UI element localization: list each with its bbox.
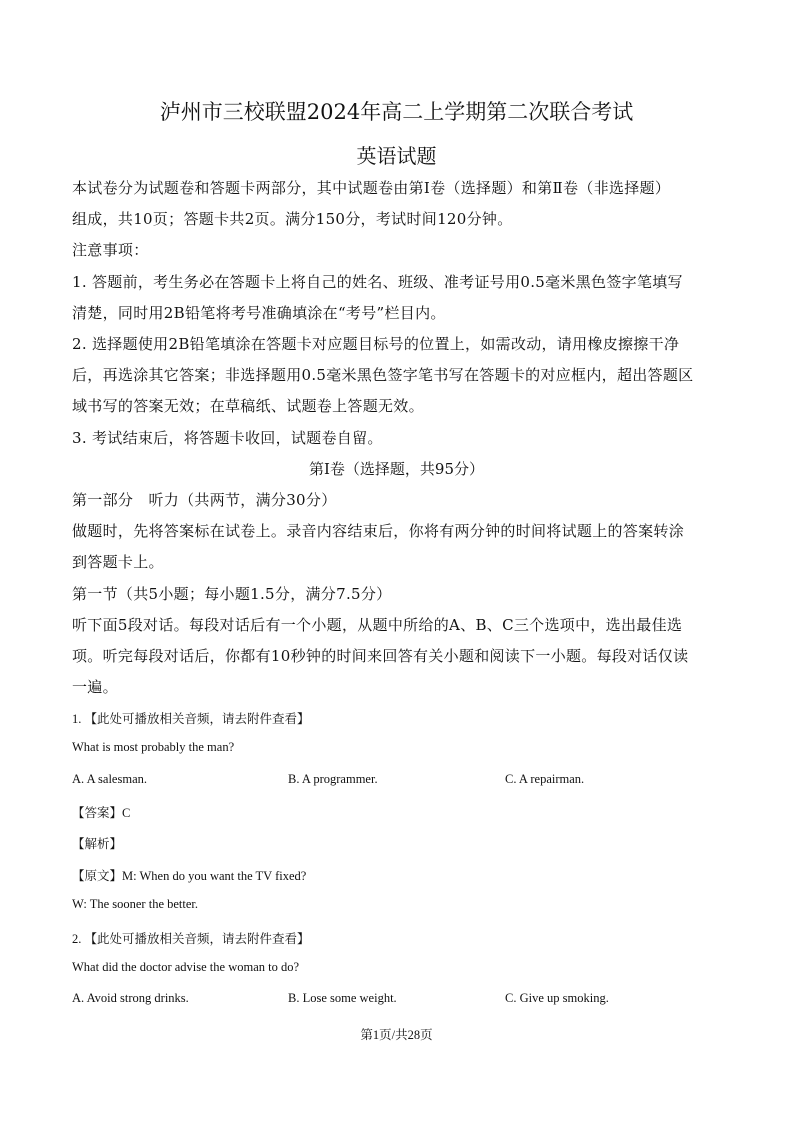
question-1-option-a: A. A salesman. (72, 772, 147, 786)
part-1-instruction-line-2: 到答题卡上。 (72, 553, 164, 571)
note-1-line-2: 清楚，同时用2B铅笔将考号准确填涂在“考号”栏目内。 (72, 304, 446, 322)
intro-line-2: 组成，共10页；答题卡共2页。满分150分，考试时间120分钟。 (72, 210, 513, 228)
question-1-text: What is most probably the man? (72, 740, 235, 754)
section-1-instruction-line-3: 一遍。 (72, 678, 118, 696)
section-1-instruction-line-2: 项。听完每段对话后，你都有10秒钟的时间来回答有关小题和阅读下一小题。每段对话仅读 (72, 647, 689, 665)
question-2-option-a: A. Avoid strong drinks. (72, 991, 189, 1005)
question-2-text: What did the doctor advise the woman to do? (72, 960, 300, 974)
note-2-line-3: 域书写的答案无效；在草稿纸、试题卷上答题无效。 (72, 397, 424, 415)
question-2-option-c: C. Give up smoking. (505, 991, 609, 1005)
section-1-instruction-line-1: 听下面5段对话。每段对话后有一个小题，从题中所给的A、B、C三个选项中，选出最佳选 (72, 616, 683, 634)
question-1-option-c: C. A repairman. (505, 772, 585, 786)
exam-title: 泸州市三校联盟2024年高二上学期第二次联合考试 (159, 100, 634, 124)
page-footer: 第1页/共28页 (360, 1028, 433, 1042)
notice-heading: 注意事项： (72, 241, 149, 259)
note-2-line-1: 2. 选择题使用2B铅笔填涂在答题卡对应题目标号的位置上，如需改动，请用橡皮擦擦干净 (72, 335, 680, 353)
volume-1-heading: 第Ⅰ卷（选择题，共95分） (308, 460, 484, 478)
note-3: 3. 考试结束后，将答题卡收回，试题卷自留。 (72, 429, 383, 447)
note-1-line-1: 1. 答题前，考生务必在答题卡上将自己的姓名、班级、准考证号用0.5毫米黑色签字笔填写 (72, 273, 683, 291)
question-1-analysis: 【解析】 (72, 837, 123, 851)
question-2-number: 2. 【此处可播放相关音频，请去附件查看】 (72, 932, 310, 946)
section-1-heading: 第一节（共5小题；每小题1.5分，满分7.5分） (72, 585, 392, 603)
question-1-transcript-line-1: 【原文】M: When do you want the TV fixed? (72, 869, 307, 883)
question-1-transcript-line-2: W: The sooner the better. (72, 897, 199, 911)
question-1-answer: 【答案】C (72, 806, 131, 820)
question-2-option-b: B. Lose some weight. (288, 991, 397, 1005)
intro-line-1: 本试卷分为试题卷和答题卡两部分，其中试题卷由第Ⅰ卷（选择题）和第Ⅱ卷（非选择题） (72, 179, 671, 197)
part-1-heading: 第一部分 听力（共两节，满分30分） (72, 491, 337, 509)
note-2-line-2: 后，再选涂其它答案；非选择题用0.5毫米黑色签字笔书写在答题卡的对应框内，超出答题区 (72, 366, 694, 384)
exam-subtitle: 英语试题 (356, 144, 437, 168)
part-1-instruction-line-1: 做题时，先将答案标在试卷上。录音内容结束后，你将有两分钟的时间将试题上的答案转涂 (72, 522, 685, 540)
question-1-number: 1. 【此处可播放相关音频，请去附件查看】 (72, 712, 310, 726)
question-1-option-b: B. A programmer. (288, 772, 378, 786)
